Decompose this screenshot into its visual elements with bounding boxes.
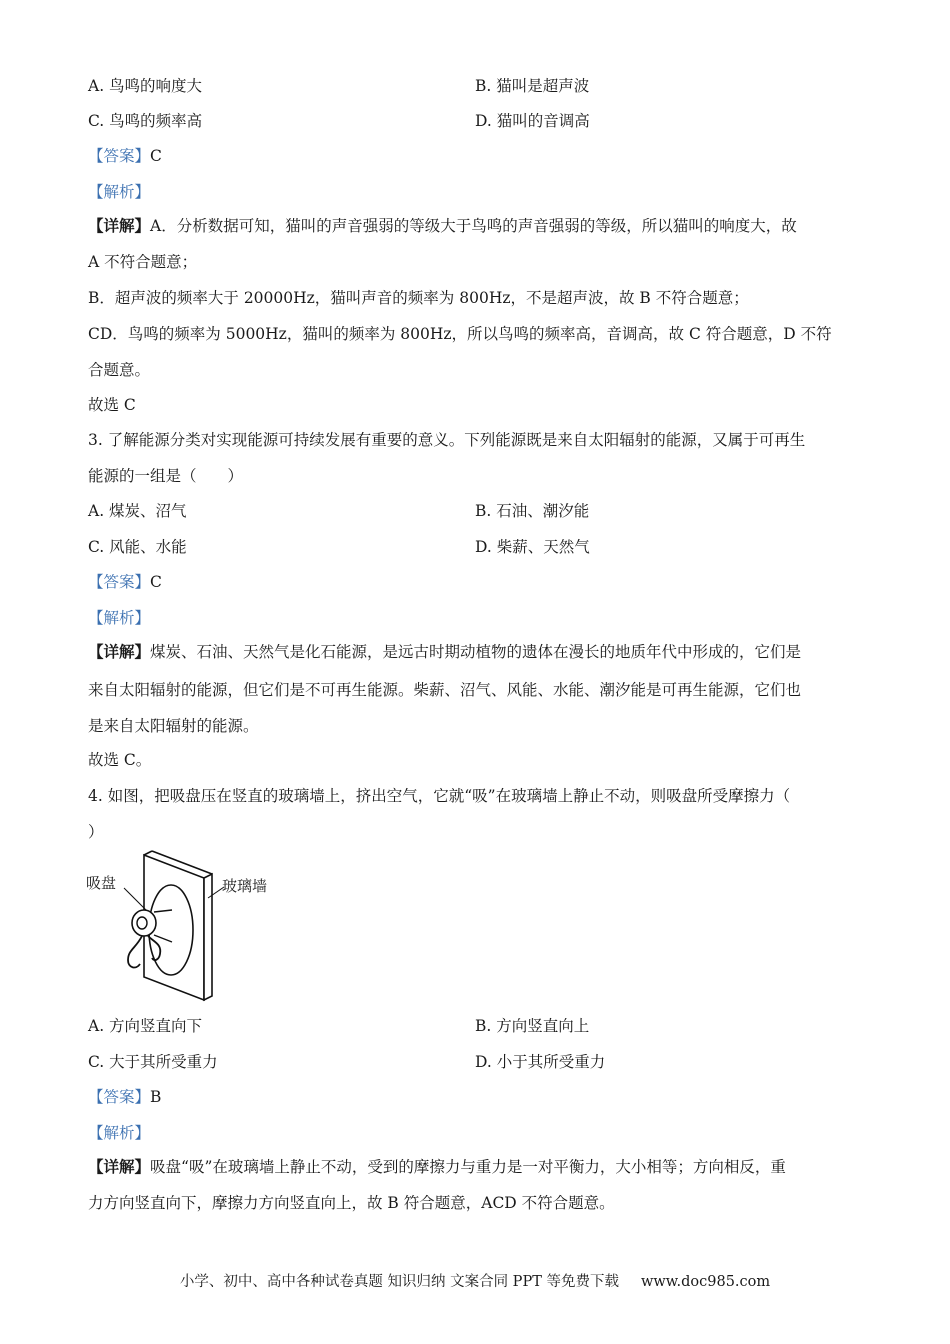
detail-text: 吸盘“吸”在玻璃墙上静止不动，受到的摩擦力与重力是一对平衡力，大小相等；方向相反，重 — [150, 1158, 786, 1176]
q3-option-c: C. 风能、水能 — [88, 538, 187, 556]
q4-option-d: D. 小于其所受重力 — [475, 1053, 606, 1071]
q2-option-b: B. 猫叫是超声波 — [475, 77, 590, 95]
q3-stem-line-2: 能源的一组是（ ） — [88, 467, 244, 485]
q4-option-b: B. 方向竖直向上 — [475, 1017, 590, 1035]
q2-analysis-tag: 【解析】 — [88, 183, 151, 201]
footer-url[interactable]: www.doc985.com — [640, 1274, 771, 1290]
label-suction-cup: 吸盘 — [86, 874, 117, 892]
suction-cup-figure — [84, 850, 304, 1005]
q2-option-c: C. 鸟鸣的频率高 — [88, 112, 203, 130]
q3-detail-line-3: 是来自太阳辐射的能源。 — [88, 717, 259, 735]
footer-text: 小学、初中、高中各种试卷真题 知识归纳 文案合同 PPT 等免费下载 — [179, 1274, 619, 1290]
q4-option-a: A. 方向竖直向下 — [88, 1017, 203, 1035]
hook-icon — [128, 936, 142, 967]
q2-conclusion: 故选 C — [88, 396, 136, 414]
q3-option-d: D. 柴薪、天然气 — [475, 538, 590, 556]
q3-stem-line-1: 3. 了解能源分类对实现能源可持续发展有重要的意义。下列能源既是来自太阳辐射的能源，又属于可再生 — [88, 431, 806, 449]
q2-detail-line-4: CD．鸟鸣的频率为 5000Hz，猫叫的频率为 800Hz，所以鸟鸣的频率高，音调高，故 C 符合题意，D 不符 — [88, 325, 832, 343]
q2-answer — [88, 146, 162, 166]
q4-option-c: C. 大于其所受重力 — [88, 1053, 218, 1071]
answer-value: C — [150, 147, 162, 165]
answer-tag: 【答案】 — [88, 147, 151, 165]
q2-detail-line-1 — [88, 216, 797, 236]
q2-detail-line-2: A 不符合题意； — [88, 253, 198, 271]
answer-tag: 【答案】 — [88, 1088, 151, 1106]
q2-detail-line-5: 合题意。 — [88, 361, 151, 379]
detail-tag: 【详解】 — [88, 1157, 151, 1176]
label-glass-wall: 玻璃墙 — [222, 877, 268, 895]
page-footer — [0, 1270, 950, 1291]
detail-tag: 【详解】 — [88, 642, 151, 661]
q3-detail-line-2: 来自太阳辐射的能源，但它们是不可再生能源。柴薪、沼气、风能、水能、潮汐能是可再生能源，它们也 — [88, 681, 802, 699]
q3-option-a: A. 煤炭、沼气 — [88, 502, 187, 520]
q4-analysis-tag: 【解析】 — [88, 1124, 151, 1142]
q4-detail-line-1 — [88, 1157, 786, 1177]
q3-detail-line-1 — [88, 642, 801, 662]
answer-value: B — [150, 1088, 162, 1106]
q4-stem-line-1: 4. 如图，把吸盘压在竖直的玻璃墙上，挤出空气，它就“吸”在玻璃墙上静止不动，则吸盘所受摩擦力（ — [88, 787, 791, 805]
suction-cup-diagram — [84, 850, 304, 1005]
glass-wall-side — [204, 874, 212, 1000]
q3-analysis-tag: 【解析】 — [88, 609, 151, 627]
q3-option-b: B. 石油、潮汐能 — [475, 502, 590, 520]
q2-option-d: D. 猫叫的音调高 — [475, 112, 590, 130]
answer-tag: 【答案】 — [88, 573, 151, 591]
q4-answer — [88, 1087, 161, 1107]
q2-option-a: A. 鸟鸣的响度大 — [88, 77, 203, 95]
q3-conclusion: 故选 C。 — [88, 751, 152, 769]
q3-answer — [88, 572, 162, 592]
q2-detail-line-3: B．超声波的频率大于 20000Hz，猫叫声音的频率为 800Hz，不是超声波，故 B 不符合题意； — [88, 289, 749, 307]
q4-detail-line-2: 力方向竖直向下，摩擦力方向竖直向上，故 B 符合题意，ACD 不符合题意。 — [88, 1194, 615, 1212]
q4-stem-line-2: ） — [88, 823, 104, 841]
detail-text: A．分析数据可知，猫叫的声音强弱的等级大于鸟鸣的声音强弱的等级，所以猫叫的响度大，故 — [150, 217, 797, 235]
detail-text: 煤炭、石油、天然气是化石能源，是远古时期动植物的遗体在漫长的地质年代中形成的，它们是 — [150, 643, 802, 661]
answer-value: C — [150, 573, 162, 591]
suction-cup-disc — [149, 885, 193, 975]
detail-tag: 【详解】 — [88, 216, 151, 235]
